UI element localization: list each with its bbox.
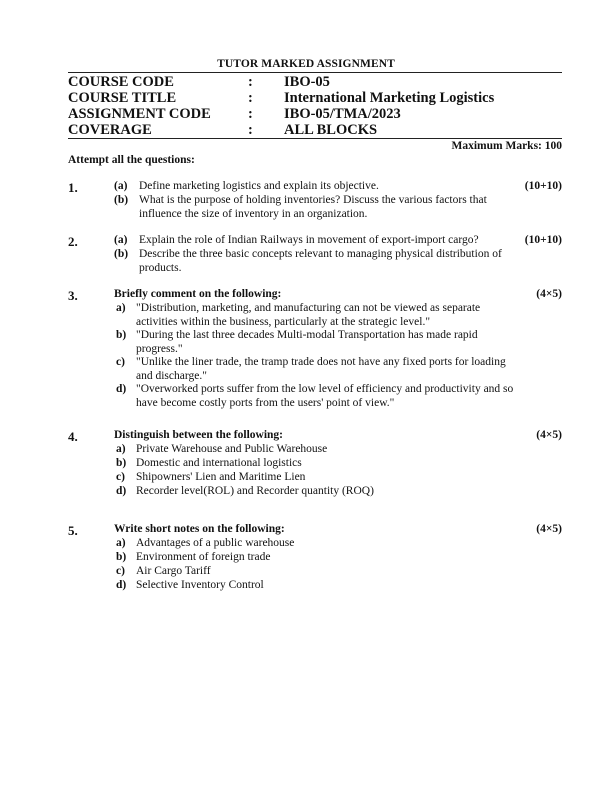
question-number: 1.	[68, 180, 78, 195]
item-text: "Unlike the liner trade, the tramp trade does not have any fixed ports for loading and discharge."	[136, 356, 506, 382]
question-number: 5.	[68, 523, 78, 538]
question-number: 4.	[68, 429, 78, 444]
question-item	[114, 248, 514, 276]
meta-colon: :	[248, 74, 253, 90]
item-text: Private Warehouse and Public Warehouse	[136, 443, 328, 455]
document-title: TUTOR MARKED ASSIGNMENT	[217, 58, 395, 70]
item-text: "Distribution, marketing, and manufacturing can not be viewed as separate activities within the business, particularly at the strategic level."	[136, 302, 481, 328]
header-bottom-rule	[68, 138, 562, 139]
meta-colon: :	[248, 122, 253, 138]
meta-label: COURSE TITLE	[68, 90, 177, 106]
question-heading: Distinguish between the following:	[114, 429, 283, 441]
question-item	[116, 537, 516, 551]
item-letter: d)	[116, 383, 127, 395]
item-letter: (a)	[114, 180, 128, 192]
question-heading: Write short notes on the following:	[114, 523, 285, 535]
question-marks: (4×5)	[536, 523, 562, 535]
meta-value: ALL BLOCKS	[284, 122, 378, 138]
question-heading: Briefly comment on the following:	[114, 288, 282, 300]
item-text: Environment of foreign trade	[136, 551, 271, 563]
item-letter: a)	[116, 537, 126, 549]
item-letter: c)	[116, 471, 125, 483]
item-text: Air Cargo Tariff	[136, 565, 211, 577]
item-text: Describe the three basic concepts relevant to managing physical distribution of products.	[139, 248, 502, 274]
question-item	[114, 194, 514, 222]
question-marks: (4×5)	[536, 288, 562, 300]
item-text: "During the last three decades Multi-modal Transportation has made rapid progress."	[136, 329, 478, 355]
item-text: Explain the role of Indian Railways in movement of export-import cargo?	[139, 234, 479, 246]
question-item	[116, 485, 516, 499]
item-letter: (a)	[114, 234, 128, 246]
question-item	[116, 457, 516, 471]
meta-value: IBO-05	[284, 74, 330, 90]
item-text: "Overworked ports suffer from the low level of efficiency and productivity and so have become costly ports from the users' point of view."	[136, 383, 514, 409]
meta-label: COURSE CODE	[68, 74, 174, 90]
item-letter: b)	[116, 457, 127, 469]
item-letter: d)	[116, 485, 127, 497]
item-text: Domestic and international logistics	[136, 457, 302, 469]
question-number: 3.	[68, 288, 78, 303]
meta-label: COVERAGE	[68, 122, 152, 138]
question-marks: (10+10)	[524, 234, 562, 246]
meta-value: International Marketing Logistics	[284, 90, 495, 106]
question-item	[114, 234, 514, 248]
item-letter: a)	[116, 443, 126, 455]
maximum-marks: Maximum Marks: 100	[451, 140, 562, 152]
meta-label: ASSIGNMENT CODE	[68, 106, 211, 122]
header-top-rule	[68, 72, 562, 73]
question-item	[116, 579, 516, 593]
instruction-text: Attempt all the questions:	[68, 154, 195, 166]
question-item	[116, 356, 516, 384]
question-item	[116, 565, 516, 579]
meta-colon: :	[248, 90, 253, 106]
item-text: Recorder level(ROL) and Recorder quantity (ROQ)	[136, 485, 374, 497]
item-letter: (b)	[114, 248, 129, 260]
question-item	[116, 551, 516, 565]
question-item	[116, 329, 516, 357]
item-text: What is the purpose of holding inventories? Discuss the various factors that influence the size of inventory in an organization.	[139, 194, 487, 220]
meta-value: IBO-05/TMA/2023	[284, 106, 401, 122]
item-text: Advantages of a public warehouse	[136, 537, 295, 549]
question-item	[116, 383, 516, 411]
question-marks: (10+10)	[524, 180, 562, 192]
item-letter: d)	[116, 579, 127, 591]
question-item	[116, 443, 516, 457]
question-marks: (4×5)	[536, 429, 562, 441]
item-letter: c)	[116, 356, 125, 368]
item-text: Selective Inventory Control	[136, 579, 264, 591]
item-letter: (b)	[114, 194, 129, 206]
item-letter: b)	[116, 329, 127, 341]
question-number: 2.	[68, 234, 78, 249]
item-letter: c)	[116, 565, 125, 577]
meta-colon: :	[248, 106, 253, 122]
item-text: Shipowners' Lien and Maritime Lien	[136, 471, 306, 483]
question-item	[116, 471, 516, 485]
question-item	[116, 302, 516, 330]
question-item	[114, 180, 514, 194]
item-letter: b)	[116, 551, 127, 563]
item-text: Define marketing logistics and explain its objective.	[139, 180, 379, 192]
item-letter: a)	[116, 302, 126, 314]
